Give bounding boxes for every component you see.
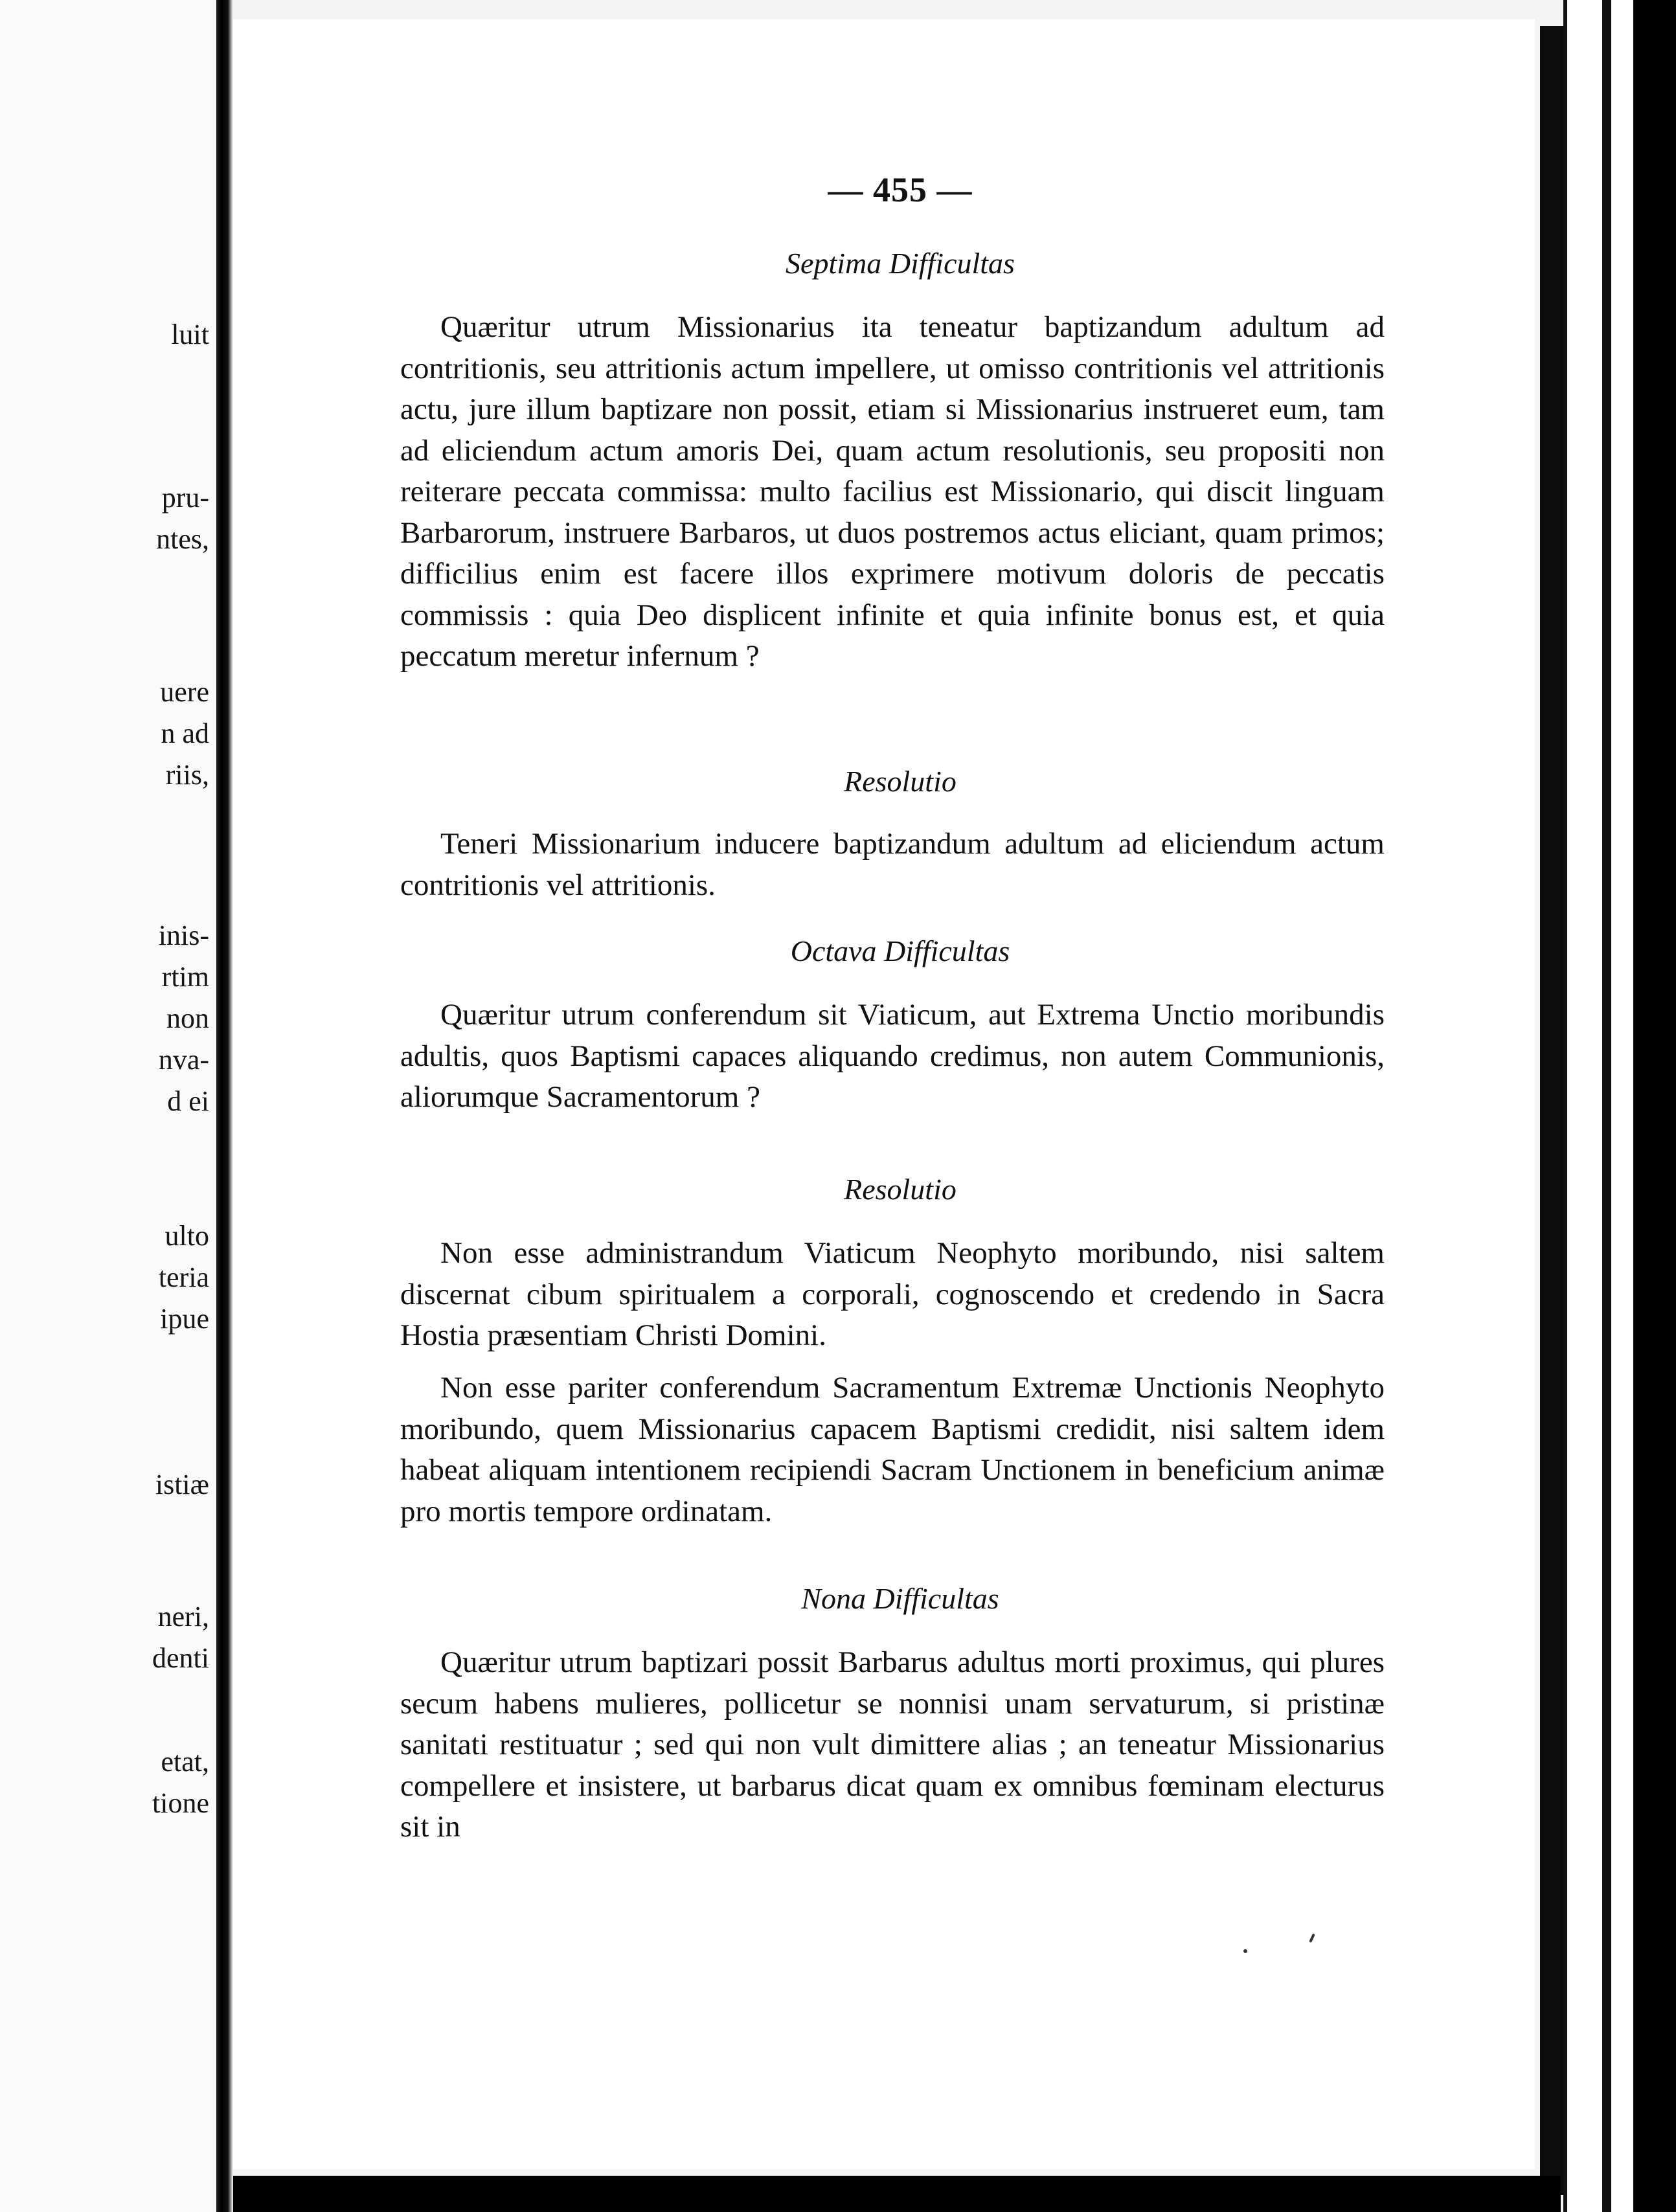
- section-heading: Octava Difficultas: [790, 934, 1010, 967]
- left-fragment: riis,: [165, 759, 209, 791]
- bottom-edge: [233, 2176, 1561, 2212]
- left-fragment: rtim: [161, 961, 209, 993]
- scan-speck: [1243, 1949, 1247, 1953]
- binding-edge: [1540, 26, 1563, 2195]
- gutter-shadow: [216, 0, 233, 2212]
- left-fragment: istiæ: [155, 1469, 209, 1500]
- left-fragment: teria: [158, 1261, 209, 1293]
- section-heading: Nona Difficultas: [801, 1582, 999, 1615]
- paragraph-text: Teneri Missionarium inducere baptizandum adultum ad eliciendum actum contritionis vel attritionis.: [400, 827, 1385, 902]
- section-heading: Septima Difficultas: [786, 247, 1015, 280]
- left-fragment: tione: [152, 1787, 209, 1819]
- left-fragment: neri,: [157, 1601, 209, 1632]
- paragraph: [400, 1233, 1385, 1357]
- section-heading: Resolutio: [844, 1173, 957, 1206]
- left-fragment: uere: [160, 676, 209, 708]
- section-heading: Resolutio: [844, 765, 957, 798]
- paragraph-text: Non esse pariter conferendum Sacramentum Extremæ Unctionis Neophyto moribundo, quem Missionarius capacem Baptismi credidit, nisi saltem idem habeat aliquam intentionem recipiendi Sacram Unctionem in beneficium animæ pro mortis tempore ordinatam.: [400, 1371, 1385, 1528]
- left-fragment: non: [166, 1002, 209, 1034]
- paragraph-text: Quæritur utrum Missionarius ita teneatur baptizandum adultum ad contritionis, seu attritionis actum impellere, ut omisso contritionis vel attritionis actu, jure illum baptizare non possit, etiam si Missionarius instrueret eum, tam ad eliciendum actum amoris Dei, quam actum resolutionis, seu propositi non reiterare peccata commissa: multo facilius est Missionario, qui discit linguam Barbarorum, instruere Barbaros, ut duos postremos actus eliciant, quam primos; difficilius enim est facere illos exprimere motivum doloris de peccatis commissis : quia Deo displicent infinite et quia infinite bonus est, et quia peccatum meretur infernum ?: [400, 310, 1385, 673]
- left-fragment: etat,: [161, 1746, 209, 1778]
- left-fragment: inis-: [158, 920, 209, 951]
- paragraph: [400, 1642, 1385, 1848]
- paragraph-text: Non esse administrandum Viaticum Neophyto moribundo, nisi saltem discernat cibum spiritualem a corporali, cognoscendo et credendo in Sacra Hostia præsentiam Christi Domini.: [400, 1236, 1385, 1352]
- left-fragment: luit: [171, 319, 209, 350]
- left-page-edge: [0, 0, 223, 2212]
- left-fragment: nva-: [158, 1044, 209, 1076]
- left-fragment: denti: [152, 1642, 209, 1674]
- paragraph-text: Quæritur utrum baptizari possit Barbarus adultus morti proximus, qui plures secum habens mulieres, pollicetur se nonnisi unam servaturum, si pristinæ sanitati restituatur ; sed qui non vult dimittere alias ; an teneatur Missionarius compellere et insistere, ut barbarus dicat quam ex omnibus fœminam electurus sit in: [400, 1645, 1385, 1844]
- left-fragment: ipue: [160, 1303, 209, 1335]
- left-fragment: ntes,: [156, 523, 209, 555]
- binding-edge: [1602, 0, 1676, 2212]
- page-number: — 455 —: [828, 170, 973, 209]
- left-fragment: pru-: [161, 482, 209, 514]
- left-fragment: n ad: [161, 717, 209, 749]
- paragraph: [400, 1368, 1385, 1532]
- paragraph: [400, 307, 1385, 677]
- paragraph: [400, 824, 1385, 906]
- paragraph: [400, 995, 1385, 1118]
- left-fragment: d ei: [167, 1085, 209, 1117]
- paragraph-text: Quæritur utrum conferendum sit Viaticum, aut Extrema Unctio moribundis adultis, quos Baptismi capaces aliquando credimus, non autem Communionis, aliorumque Sacramentorum ?: [400, 998, 1385, 1114]
- left-fragment: ulto: [164, 1220, 209, 1252]
